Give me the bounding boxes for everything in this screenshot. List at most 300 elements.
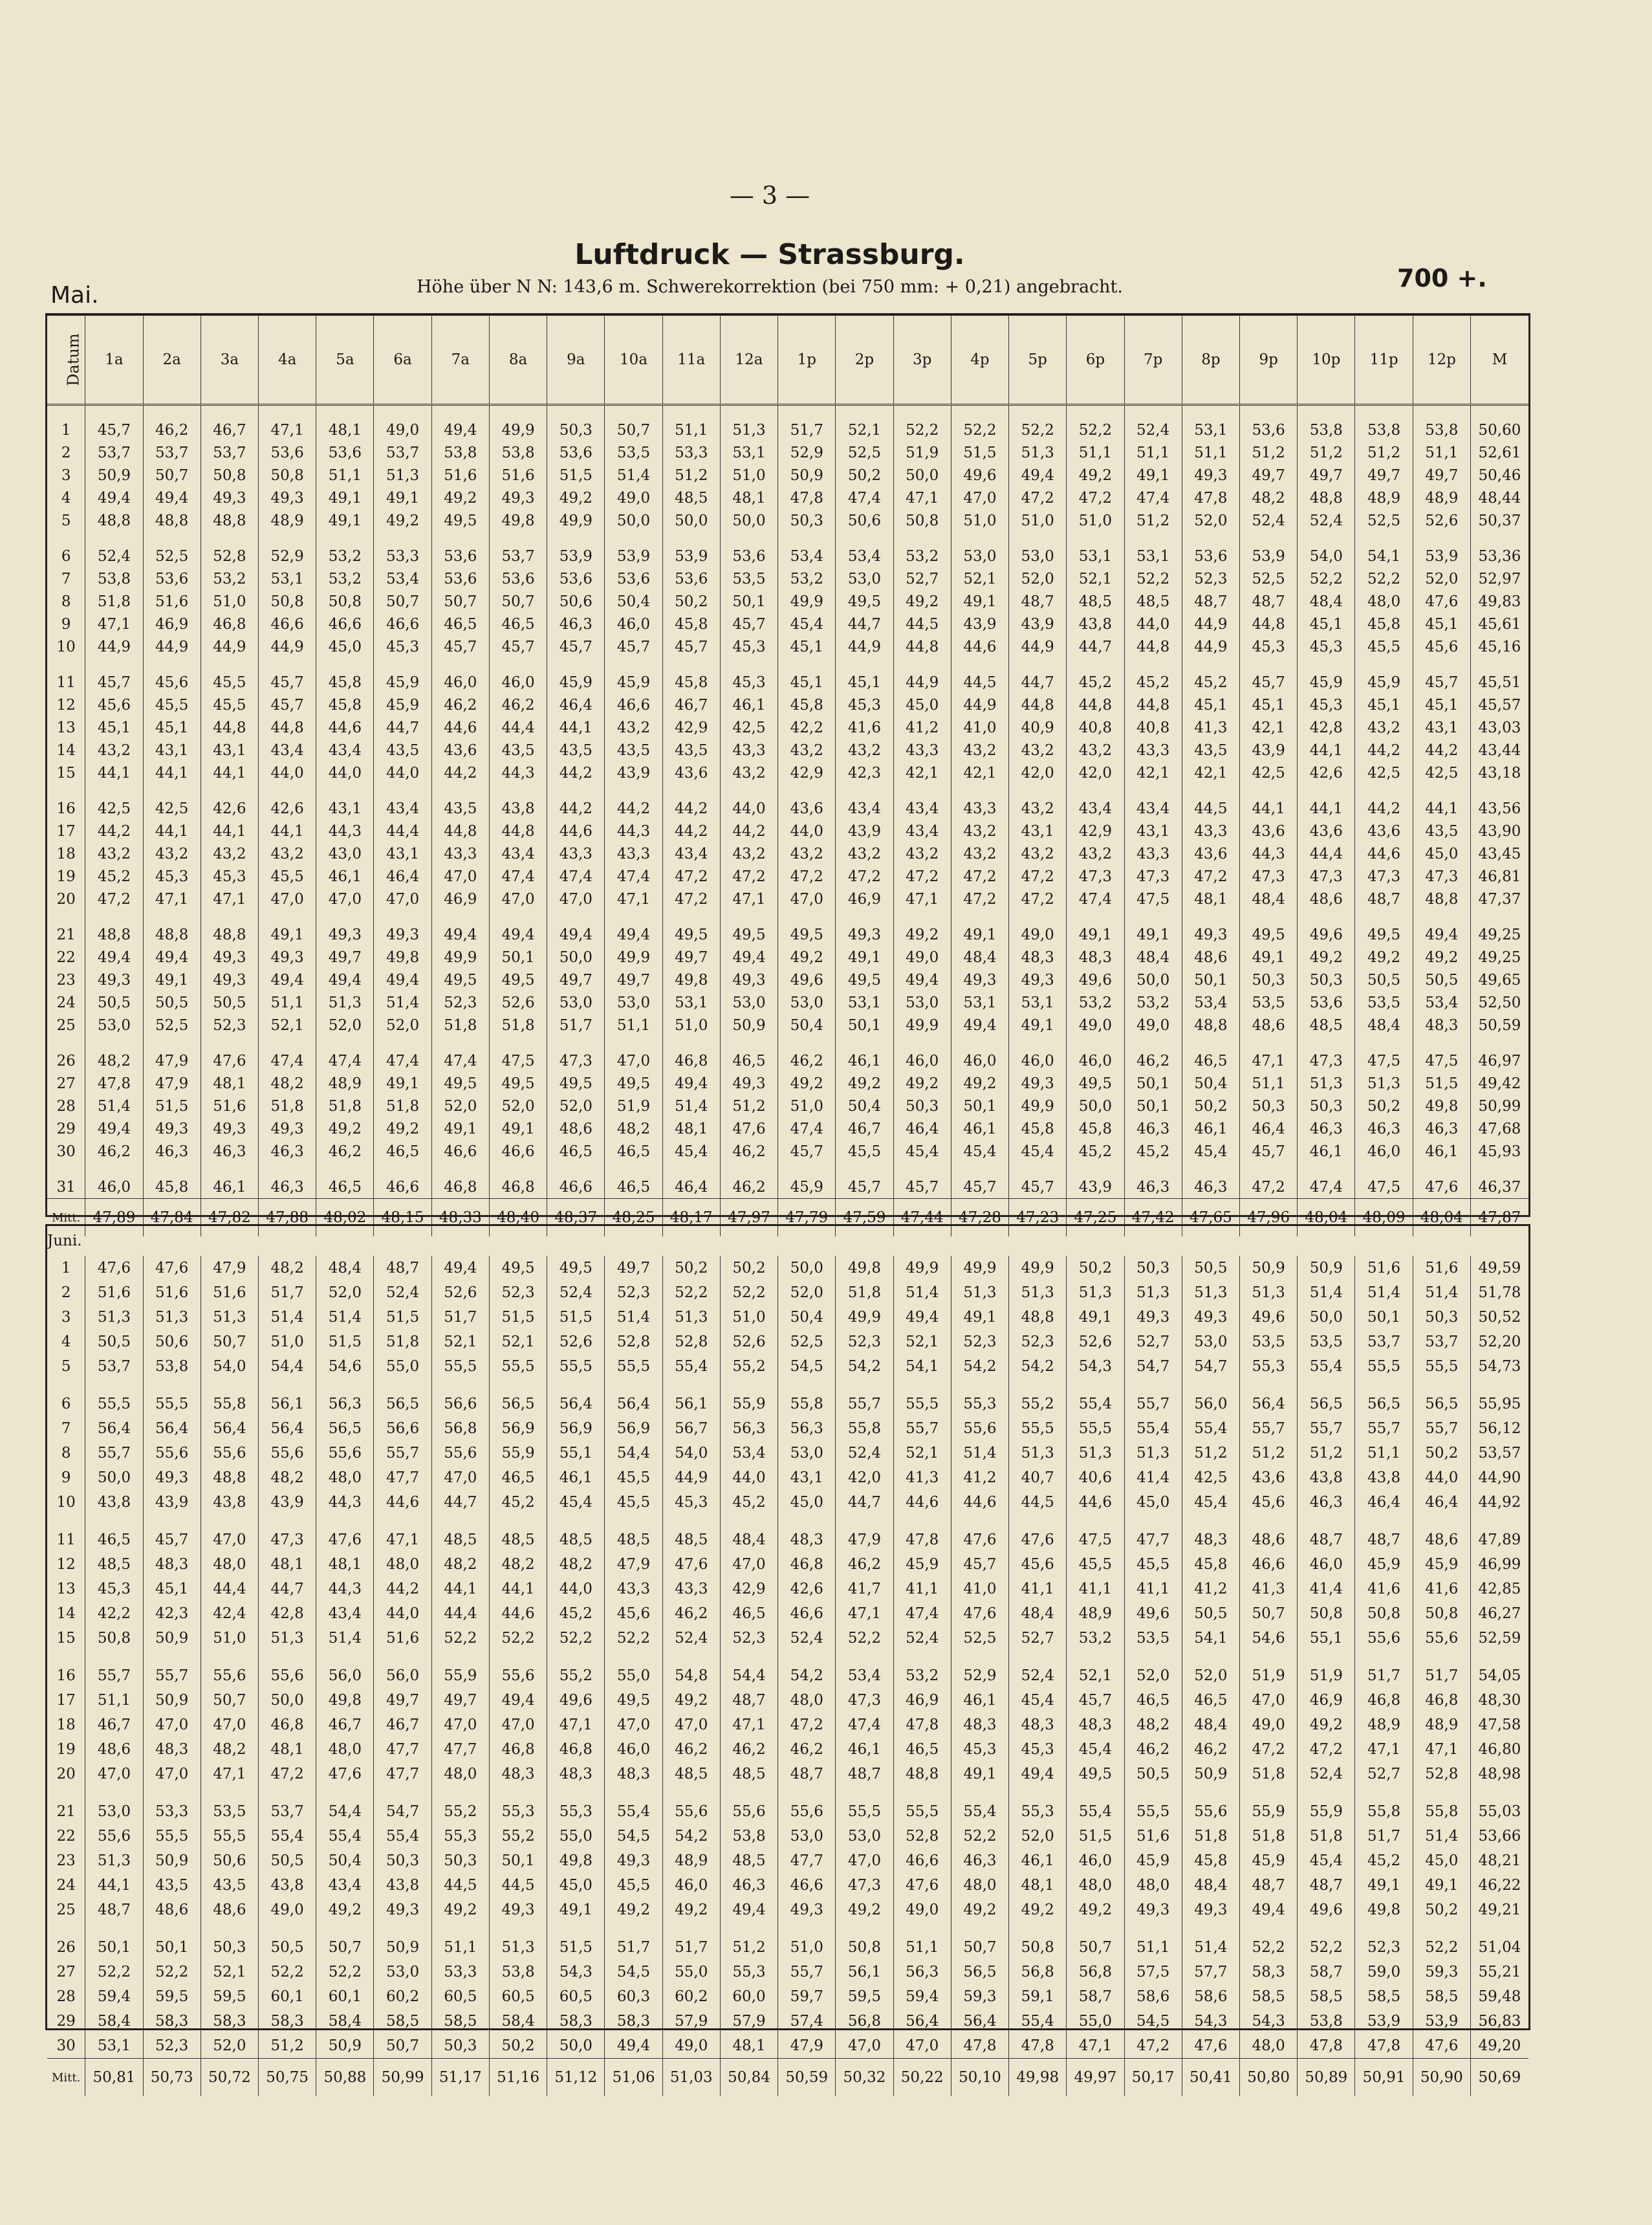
column-header: 11p: [1355, 316, 1413, 405]
value-cell: 48,7: [836, 1762, 893, 1786]
value-cell: 55,5: [489, 1354, 547, 1379]
value-cell: 49,4: [1009, 1762, 1067, 1786]
value-cell: 50,1: [489, 946, 547, 969]
spacer-cell: [201, 1922, 258, 1935]
value-cell: 55,5: [85, 1392, 143, 1416]
value-cell: 46,2: [1124, 1737, 1182, 1762]
value-cell: 56,4: [547, 1392, 605, 1416]
value-cell: 48,2: [489, 1552, 547, 1577]
value-cell: 44,7: [259, 1577, 316, 1601]
value-cell: 50,0: [720, 509, 777, 532]
subtitle: Höhe über N N: 143,6 m. Schwerekorrektion (bei 750 mm: + 0,21) angebracht.: [417, 277, 1123, 297]
value-cell: 58,5: [1240, 1984, 1298, 2009]
value-cell: 44,1: [547, 716, 605, 739]
value-cell: 44,0: [778, 820, 836, 842]
value-cell: 55,7: [143, 1663, 201, 1688]
mean-cell: 47,25: [1067, 1199, 1124, 1237]
value-cell: 48,6: [1413, 1528, 1470, 1552]
value-cell: 44,9: [201, 635, 258, 658]
value-cell: 49,0: [1240, 1713, 1298, 1737]
value-cell: 41,7: [836, 1577, 893, 1601]
value-cell: 46,5: [489, 1465, 547, 1490]
value-cell: 48,30: [1470, 1688, 1528, 1713]
value-cell: 46,0: [1067, 1848, 1124, 1873]
value-cell: 51,0: [1009, 509, 1067, 532]
value-cell: 48,5: [431, 1528, 489, 1552]
value-cell: 50,1: [1124, 1095, 1182, 1117]
value-cell: 47,0: [431, 1713, 489, 1737]
value-cell: 46,5: [605, 1140, 662, 1163]
value-cell: 48,2: [1240, 487, 1298, 509]
value-cell: 49,83: [1470, 590, 1528, 613]
value-cell: 58,5: [431, 2009, 489, 2033]
value-cell: 45,8: [1182, 1848, 1239, 1873]
spacer-cell: [374, 1650, 431, 1663]
value-cell: 44,2: [1355, 797, 1413, 820]
spacer-cell: [1009, 658, 1067, 671]
spacer-cell: [547, 658, 605, 671]
spacer-cell: [1298, 784, 1355, 797]
value-cell: 48,6: [1240, 1528, 1298, 1552]
spacer-cell: [1413, 1650, 1470, 1663]
value-cell: 49,2: [951, 1898, 1008, 1922]
value-cell: 55,0: [662, 1960, 720, 1984]
value-cell: 48,4: [1355, 1014, 1413, 1036]
value-cell: 49,3: [1124, 1305, 1182, 1330]
value-cell: 56,5: [951, 1960, 1008, 1984]
value-cell: 52,3: [143, 2033, 201, 2059]
value-cell: 41,4: [1124, 1465, 1182, 1490]
value-cell: 55,3: [1009, 1799, 1067, 1824]
value-cell: 57,7: [1182, 1960, 1239, 1984]
value-cell: 44,2: [85, 820, 143, 842]
value-cell: 51,3: [143, 1305, 201, 1330]
value-cell: 46,97: [1470, 1049, 1528, 1072]
spacer-cell: [662, 405, 720, 419]
value-cell: 58,3: [1240, 1960, 1298, 1984]
day-cell: 9: [61, 1469, 71, 1486]
value-cell: 49,3: [1009, 969, 1067, 991]
value-cell: 59,4: [85, 1984, 143, 2009]
value-cell: 43,8: [1355, 1465, 1413, 1490]
value-cell: 59,5: [143, 1984, 201, 2009]
value-cell: 51,3: [1182, 1280, 1239, 1305]
mean-cell: 47,82: [201, 1199, 258, 1237]
value-cell: 50,7: [374, 590, 431, 613]
value-cell: 47,6: [662, 1552, 720, 1577]
spacer-cell: [1182, 1379, 1239, 1392]
value-cell: 56,3: [893, 1960, 951, 1984]
value-cell: 47,6: [1413, 590, 1470, 613]
value-cell: 45,8: [778, 694, 836, 716]
value-cell: 46,6: [778, 1601, 836, 1626]
value-cell: 49,2: [1355, 946, 1413, 969]
value-cell: 52,7: [1355, 1762, 1413, 1786]
value-cell: 46,0: [893, 1049, 951, 1072]
table-row: [47, 1873, 1528, 1898]
column-header: 10a: [605, 316, 662, 405]
day-cell: 25: [56, 1016, 76, 1034]
value-cell: 52,2: [605, 1626, 662, 1650]
value-cell: 48,6: [1182, 946, 1239, 969]
value-cell: 51,1: [605, 1014, 662, 1036]
value-cell: 47,6: [951, 1601, 1008, 1626]
value-cell: 53,8: [489, 441, 547, 464]
value-cell: 48,7: [1240, 590, 1298, 613]
spacer-cell: [1124, 1515, 1182, 1528]
value-cell: 52,5: [143, 545, 201, 567]
value-cell: 50,8: [85, 1626, 143, 1650]
spacer-cell: [1298, 1786, 1355, 1799]
value-cell: 52,4: [836, 1441, 893, 1465]
value-cell: 53,7: [85, 1354, 143, 1379]
value-cell: 51,1: [662, 419, 720, 441]
day-cell: 27: [56, 1964, 76, 1980]
value-cell: 45,0: [893, 694, 951, 716]
value-cell: 53,9: [547, 545, 605, 567]
value-cell: 46,5: [374, 1140, 431, 1163]
value-cell: 49,2: [316, 1898, 374, 1922]
value-cell: 51,1: [85, 1688, 143, 1713]
value-cell: 49,2: [893, 590, 951, 613]
value-cell: 46,1: [720, 694, 777, 716]
value-cell: 47,0: [374, 888, 431, 910]
value-cell: 47,6: [720, 1117, 777, 1140]
value-cell: 53,1: [259, 567, 316, 590]
value-cell: 55,6: [778, 1799, 836, 1824]
value-cell: 44,6: [1355, 842, 1413, 865]
value-cell: 52,2: [259, 1960, 316, 1984]
spacer-cell: [662, 1650, 720, 1663]
value-cell: 52,9: [259, 545, 316, 567]
spacer-cell: [143, 658, 201, 671]
spacer-cell: [1413, 658, 1470, 671]
mean-cell: 48,33: [431, 1199, 489, 1237]
value-cell: 51,3: [1067, 1280, 1124, 1305]
value-cell: 51,8: [1182, 1824, 1239, 1848]
value-cell: 45,6: [143, 671, 201, 694]
value-cell: 53,3: [431, 1960, 489, 1984]
value-cell: 43,5: [201, 1873, 258, 1898]
value-cell: 46,8: [778, 1552, 836, 1577]
value-cell: 47,6: [1413, 2033, 1470, 2059]
mean-cell: 47,23: [1009, 1199, 1067, 1237]
value-cell: 42,4: [201, 1601, 258, 1626]
value-cell: 50,6: [547, 590, 605, 613]
value-cell: 55,4: [374, 1824, 431, 1848]
value-cell: 56,1: [662, 1392, 720, 1416]
value-cell: 52,2: [316, 1960, 374, 1984]
value-cell: 42,6: [259, 797, 316, 820]
value-cell: 49,8: [1355, 1898, 1413, 1922]
value-cell: 50,2: [836, 464, 893, 487]
value-cell: 46,2: [143, 419, 201, 441]
value-cell: 44,8: [1124, 635, 1182, 658]
value-cell: 51,0: [720, 464, 777, 487]
day-cell: 10: [56, 638, 76, 655]
value-cell: 56,6: [374, 1416, 431, 1441]
value-cell: 44,8: [431, 820, 489, 842]
value-cell: 52,3: [1355, 1935, 1413, 1960]
value-cell: 58,3: [201, 2009, 258, 2033]
value-cell: 46,1: [836, 1049, 893, 1072]
spacer-cell: [605, 1922, 662, 1935]
spacer-cell: [1182, 784, 1239, 797]
value-cell: 56,8: [431, 1416, 489, 1441]
spacer-cell: [1470, 532, 1528, 545]
value-cell: 48,3: [547, 1762, 605, 1786]
spacer-cell: [1413, 1515, 1470, 1528]
value-cell: 47,8: [1182, 487, 1239, 509]
value-cell: 48,2: [201, 1737, 258, 1762]
table-row: [47, 865, 1528, 888]
value-cell: 55,6: [259, 1441, 316, 1465]
spacer-cell: [1413, 1786, 1470, 1799]
spacer-cell: [1298, 1515, 1355, 1528]
value-cell: 43,1: [143, 739, 201, 762]
spacer-cell: [489, 1379, 547, 1392]
value-cell: 43,2: [1067, 739, 1124, 762]
value-cell: 55,4: [1009, 2009, 1067, 2033]
value-cell: 49,7: [374, 1688, 431, 1713]
value-cell: 46,6: [547, 1176, 605, 1199]
value-cell: 56,4: [893, 2009, 951, 2033]
value-cell: 43,3: [951, 797, 1008, 820]
column-header: 3p: [893, 316, 951, 405]
value-cell: 51,3: [1124, 1280, 1182, 1305]
spacer-cell: [259, 658, 316, 671]
value-cell: 44,2: [547, 762, 605, 784]
value-cell: 52,4: [1009, 1663, 1067, 1688]
value-cell: 49,8: [1413, 1095, 1470, 1117]
value-cell: 55,5: [547, 1354, 605, 1379]
value-cell: 59,1: [1009, 1984, 1067, 2009]
value-cell: 49,3: [374, 1898, 431, 1922]
value-cell: 50,4: [778, 1305, 836, 1330]
value-cell: 42,2: [85, 1601, 143, 1626]
value-cell: 43,9: [259, 1490, 316, 1515]
value-cell: 43,4: [893, 797, 951, 820]
value-cell: 48,3: [1067, 1713, 1124, 1737]
value-cell: 41,3: [1182, 716, 1239, 739]
value-cell: 52,5: [1240, 567, 1298, 590]
value-cell: 50,9: [1298, 1256, 1355, 1280]
value-cell: 45,2: [1124, 1140, 1182, 1163]
spacer-cell: [1413, 1036, 1470, 1049]
spacer-cell: [951, 910, 1008, 923]
value-cell: 46,2: [662, 1737, 720, 1762]
value-cell: 43,4: [259, 739, 316, 762]
day-cell: 7: [61, 1420, 71, 1437]
value-cell: 47,0: [893, 2033, 951, 2059]
value-cell: 50,7: [431, 590, 489, 613]
value-cell: 53,0: [85, 1014, 143, 1036]
spacer-cell: [1240, 1163, 1298, 1176]
value-cell: 45,2: [489, 1490, 547, 1515]
value-cell: 55,0: [605, 1663, 662, 1688]
value-cell: 52,4: [893, 1626, 951, 1650]
value-cell: 44,0: [374, 762, 431, 784]
value-cell: 52,2: [1298, 1935, 1355, 1960]
value-cell: 43,6: [1240, 820, 1298, 842]
value-cell: 51,8: [1240, 1824, 1298, 1848]
spacer-cell: [1355, 1163, 1413, 1176]
value-cell: 51,2: [1182, 1441, 1239, 1465]
value-cell: 47,3: [1298, 865, 1355, 888]
value-cell: 55,8: [1355, 1799, 1413, 1824]
value-cell: 54,3: [1182, 2009, 1239, 2033]
value-cell: 47,4: [1124, 487, 1182, 509]
value-cell: 42,5: [1240, 762, 1298, 784]
value-cell: 58,5: [1298, 1984, 1355, 2009]
mean-cell: 50,80: [1240, 2059, 1298, 2097]
value-cell: 48,4: [316, 1256, 374, 1280]
value-cell: 49,9: [431, 946, 489, 969]
spacer-cell: [662, 910, 720, 923]
value-cell: 53,1: [1124, 545, 1182, 567]
spacer-cell: [259, 1786, 316, 1799]
value-cell: 49,6: [1240, 1305, 1298, 1330]
value-cell: 43,6: [1240, 1465, 1298, 1490]
value-cell: 49,3: [201, 946, 258, 969]
spacer-cell: [374, 784, 431, 797]
value-cell: 45,93: [1470, 1140, 1528, 1163]
value-cell: 54,2: [1009, 1354, 1067, 1379]
value-cell: 48,0: [316, 1465, 374, 1490]
value-cell: 46,1: [316, 865, 374, 888]
value-cell: 44,1: [1298, 797, 1355, 820]
value-cell: 51,4: [605, 464, 662, 487]
value-cell: 46,3: [720, 1873, 777, 1898]
value-cell: 53,9: [1355, 2009, 1413, 2033]
spacer-cell: [836, 658, 893, 671]
value-cell: 49,2: [836, 1072, 893, 1095]
spacer-cell: [47, 1379, 85, 1392]
value-cell: 58,7: [1298, 1960, 1355, 1984]
value-cell: 53,0: [85, 1799, 143, 1824]
value-cell: 48,7: [1355, 1528, 1413, 1552]
value-cell: 49,1: [489, 1117, 547, 1140]
value-cell: 50,99: [1470, 1095, 1528, 1117]
value-cell: 45,1: [1298, 613, 1355, 635]
value-cell: 45,8: [662, 613, 720, 635]
value-cell: 55,3: [1240, 1354, 1298, 1379]
value-cell: 46,3: [547, 613, 605, 635]
value-cell: 48,4: [951, 946, 1008, 969]
value-cell: 46,4: [662, 1176, 720, 1199]
value-cell: 55,5: [201, 1824, 258, 1848]
value-cell: 45,2: [720, 1490, 777, 1515]
spacer-cell: [1240, 1036, 1298, 1049]
value-cell: 49,65: [1470, 969, 1528, 991]
value-cell: 53,9: [1240, 545, 1298, 567]
value-cell: 55,4: [1067, 1799, 1124, 1824]
value-cell: 44,7: [431, 1490, 489, 1515]
value-cell: 46,9: [893, 1688, 951, 1713]
value-cell: 53,7: [1413, 1330, 1470, 1354]
value-cell: 44,6: [951, 635, 1008, 658]
value-cell: 48,4: [1182, 1713, 1239, 1737]
value-cell: 49,0: [893, 946, 951, 969]
value-cell: 53,4: [374, 567, 431, 590]
spacer-cell: [1182, 1786, 1239, 1799]
spacer-cell: [259, 910, 316, 923]
value-cell: 46,5: [1182, 1049, 1239, 1072]
value-cell: 44,7: [374, 716, 431, 739]
value-cell: 54,8: [662, 1663, 720, 1688]
value-cell: 46,3: [143, 1140, 201, 1163]
value-cell: 47,2: [1009, 888, 1067, 910]
value-cell: 45,7: [1009, 1176, 1067, 1199]
value-cell: 47,1: [374, 1528, 431, 1552]
value-cell: 47,0: [431, 865, 489, 888]
mean-cell: 47,65: [1182, 1199, 1239, 1237]
value-cell: 46,1: [1009, 1848, 1067, 1873]
value-cell: 58,5: [1413, 1984, 1470, 2009]
value-cell: 43,45: [1470, 842, 1528, 865]
value-cell: 58,3: [605, 2009, 662, 2033]
value-cell: 42,9: [720, 1577, 777, 1601]
value-cell: 55,6: [201, 1663, 258, 1688]
value-cell: 43,3: [893, 739, 951, 762]
spacer-cell: [431, 1163, 489, 1176]
value-cell: 50,7: [1067, 1935, 1124, 1960]
value-cell: 48,6: [201, 1898, 258, 1922]
value-cell: 52,0: [1182, 1663, 1239, 1688]
value-cell: 42,1: [1124, 762, 1182, 784]
day-cell: 27: [56, 1075, 76, 1092]
value-cell: 49,5: [547, 1256, 605, 1280]
value-cell: 52,7: [1009, 1626, 1067, 1650]
value-cell: 49,3: [85, 969, 143, 991]
value-cell: 49,25: [1470, 923, 1528, 946]
table-row: [47, 1014, 1528, 1036]
spacer-cell: [259, 405, 316, 419]
value-cell: 42,1: [1240, 716, 1298, 739]
value-cell: 46,2: [720, 1737, 777, 1762]
day-cell: 26: [56, 1939, 76, 1956]
spacer-cell: [893, 405, 951, 419]
value-cell: 52,8: [1413, 1762, 1470, 1786]
value-cell: 49,1: [1124, 464, 1182, 487]
spacer-cell: [1298, 1379, 1355, 1392]
value-cell: 52,4: [662, 1626, 720, 1650]
value-cell: 45,57: [1470, 694, 1528, 716]
value-cell: 55,5: [1124, 1799, 1182, 1824]
spacer-cell: [605, 1036, 662, 1049]
value-cell: 50,5: [85, 991, 143, 1014]
value-cell: 51,2: [1355, 441, 1413, 464]
value-cell: 47,0: [662, 1713, 720, 1737]
value-cell: 46,2: [431, 694, 489, 716]
column-header: 12a: [720, 316, 777, 405]
value-cell: 50,0: [259, 1688, 316, 1713]
value-cell: 46,9: [143, 613, 201, 635]
value-cell: 45,5: [605, 1873, 662, 1898]
value-cell: 47,6: [1413, 1176, 1470, 1199]
value-cell: 47,4: [489, 865, 547, 888]
value-cell: 47,8: [1355, 2033, 1413, 2059]
table-row: [47, 946, 1528, 969]
value-cell: 55,7: [1355, 1416, 1413, 1441]
value-cell: 51,5: [143, 1095, 201, 1117]
value-cell: 53,2: [1067, 1626, 1124, 1650]
value-cell: 47,2: [1240, 1737, 1298, 1762]
value-cell: 49,4: [143, 946, 201, 969]
value-cell: 50,4: [316, 1848, 374, 1873]
value-cell: 53,6: [143, 567, 201, 590]
value-cell: 53,3: [143, 1799, 201, 1824]
